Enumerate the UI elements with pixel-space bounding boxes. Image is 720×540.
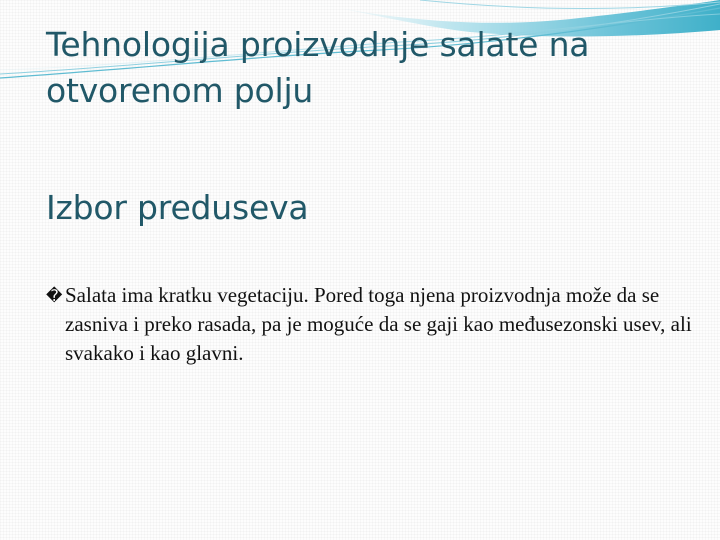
body-paragraph xyxy=(46,281,705,368)
slide-title: Tehnologija proizvodnje salate na otvorenom polju xyxy=(46,25,590,110)
bullet-icon: � xyxy=(46,286,63,305)
slide-subtitle: Izbor preduseva xyxy=(46,188,309,227)
body-text: Salata ima kratku vegetaciju. Pored toga njena proizvodnja može da se zasniva i preko rasada, pa je moguće da se gaji kao međusezonski usev, ali svakako i kao glavni. xyxy=(65,283,692,365)
